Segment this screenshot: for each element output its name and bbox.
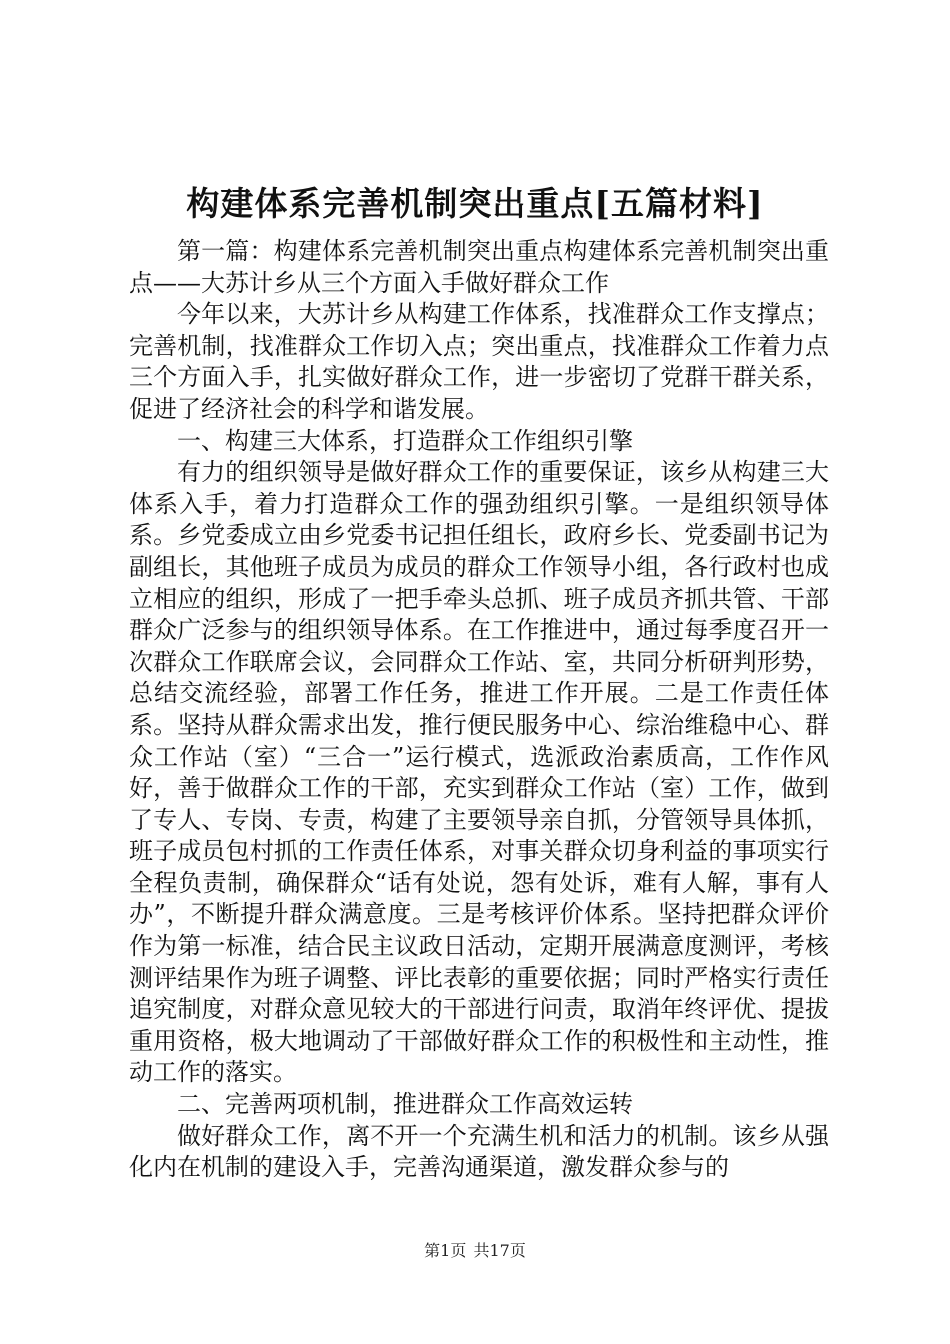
page-total: 共17页: [473, 1241, 526, 1260]
page-number: 第1页: [424, 1241, 467, 1260]
page-footer: [0, 1240, 950, 1262]
document-body: [129, 236, 829, 1184]
paragraph-section-two: 做好群众工作，离不开一个充满生机和活力的机制。该乡从强化内在机制的建设入手，完善沟通渠道，激发群众参与的: [129, 1121, 829, 1182]
paragraph-summary: 今年以来，大苏计乡从构建工作体系，找准群众工作支撑点；完善机制，找准群众工作切入点；突出重点，找准群众工作着力点三个方面入手，扎实做好群众工作，进一步密切了党群干群关系，促进了经济社会的科学和谐发展。: [129, 300, 829, 423]
section-heading-one: 一、构建三大体系，打造群众工作组织引擎: [177, 426, 633, 455]
paragraph-intro: 第一篇：构建体系完善机制突出重点构建体系完善机制突出重点——大苏计乡从三个方面入手做好群众工作: [129, 237, 829, 297]
paragraph-section-one: 有力的组织领导是做好群众工作的重要保证，该乡从构建三大体系入手，着力打造群众工作的强劲组织引擎。一是组织领导体系。乡党委成立由乡党委书记担任组长，政府乡长、党委副书记为副组长，其他班子成员为成员的群众工作领导小组，各行政村也成立相应的组织，形成了一把手牵头总抓、班子成员齐抓共管、干部群众广泛参与的组织领导体系。在工作推进中，通过每季度召开一次群众工作联席会议，会同群众工作站、室，共同分析研判形势，总结交流经验，部署工作任务，推进工作开展。二是工作责任体系。坚持从群众需求出发，推行便民服务中心、综治维稳中心、群众工作站（室）“三合一”运行模式，选派政治素质高，工作作风好，善于做群众工作的干部，充实到群众工作站（室）工作，做到了专人、专岗、专责，构建了主要领导亲自抓，分管领导具体抓，班子成员包村抓的工作责任体系，对事关群众切身利益的事项实行全程负责制，确保群众“话有处说，怨有处诉，难有人解，事有人办”，不断提升群众满意度。三是考核评价体系。坚持把群众评价作为第一标准，结合民主议政日活动，定期开展满意度测评，考核测评结果作为班子调整、评比表彰的重要依据；同时严格实行责任追究制度，对群众意见较大的干部进行问责，取消年终评优、提拔重用资格，极大地调动了干部做好群众工作的积极性和主动性，推动工作的落实。: [129, 458, 829, 1087]
section-heading-two: 二、完善两项机制，推进群众工作高效运转: [177, 1090, 633, 1119]
document-title: 构建体系完善机制突出重点[五篇材料]: [186, 184, 764, 223]
